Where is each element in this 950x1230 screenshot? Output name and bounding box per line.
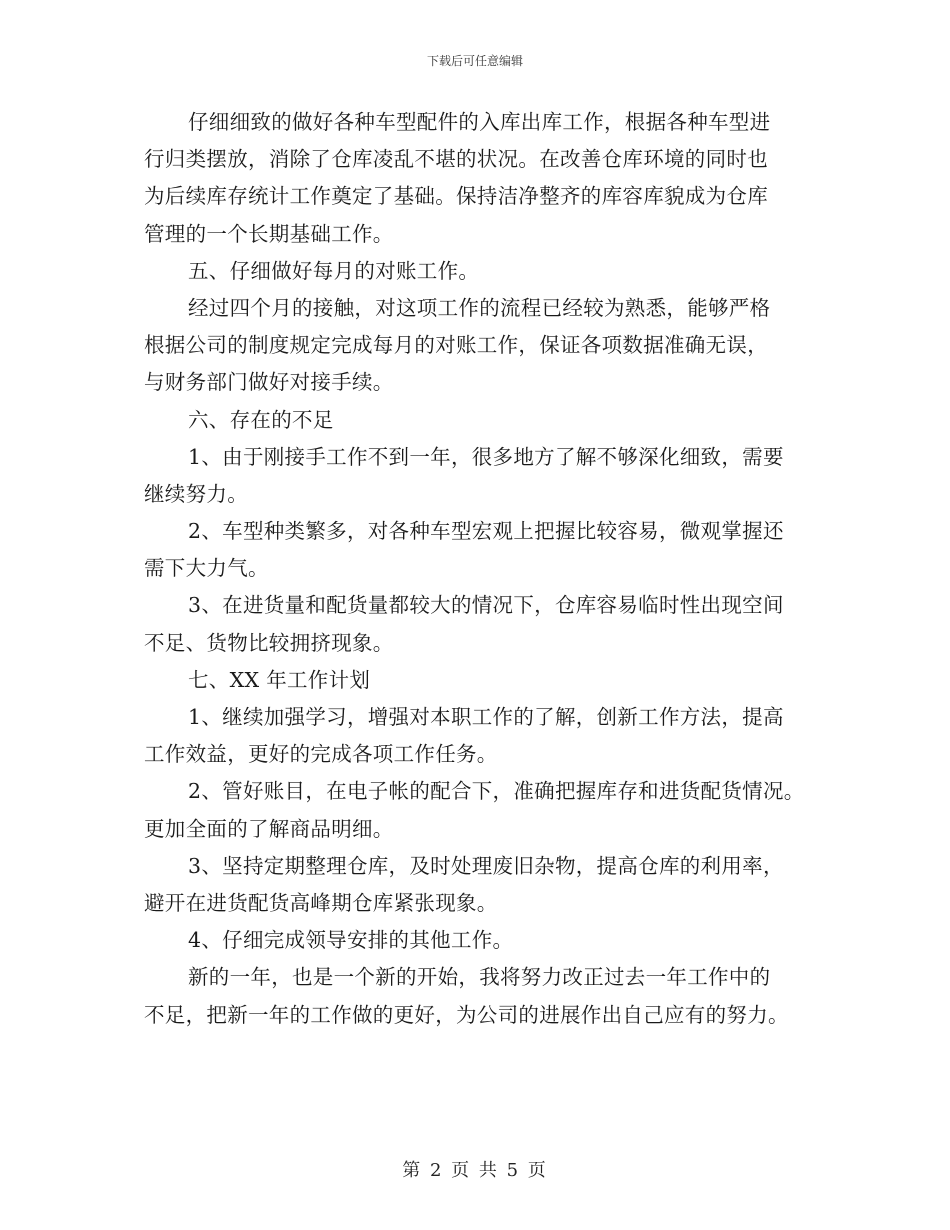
text-line: 七、XX 年工作计划: [188, 667, 371, 692]
text-line: 不足、货物比较拥挤现象。: [144, 630, 394, 655]
text-line: 4、仔细完成领导安排的其他工作。: [188, 928, 514, 953]
text-line: 更加全面的了解商品明细。: [144, 816, 394, 841]
page-header: 下载后可任意编辑: [426, 54, 523, 68]
text-line: 2、车型种类繁多，对各种车型宏观上把握比较容易，微观掌握还: [188, 519, 784, 544]
text-line: 与财务部门做好对接手续。: [144, 370, 394, 395]
document-body: [144, 104, 824, 1034]
text-line: 3、坚持定期整理仓库，及时处理废旧杂物，提高仓库的利用率，: [188, 853, 784, 878]
text-line: 行归类摆放，消除了仓库凌乱不堪的状况。在改善仓库环境的同时也: [144, 147, 768, 172]
text-line: 五、仔细做好每月的对账工作。: [188, 258, 480, 283]
text-line: 避开在进货配货高峰期仓库紧张现象。: [144, 890, 498, 915]
text-line: 不足，把新一年的工作做的更好，为公司的进展作出自己应有的努力。: [144, 1002, 789, 1027]
text-line: 3、在进货量和配货量都较大的情况下，仓库容易临时性出现空间: [188, 593, 784, 618]
text-line: 仔细细致的做好各种车型配件的入库出库工作，根据各种车型进: [188, 110, 771, 134]
text-line: 工作效益，更好的完成各项工作任务。: [144, 742, 498, 767]
text-line: 需下大力气。: [144, 556, 269, 581]
text-line: 管理的一个长期基础工作。: [144, 221, 394, 246]
text-line: 1、继续加强学习，增强对本职工作的了解，创新工作方法，提高: [188, 705, 784, 729]
text-line: 为后续库存统计工作奠定了基础。保持洁净整齐的库容库貌成为仓库: [144, 184, 768, 209]
text-line: 1、由于刚接手工作不到一年，很多地方了解不够深化细致，需要: [188, 444, 784, 469]
text-line: 经过四个月的接触，对这项工作的流程已经较为熟悉，能够严格: [188, 295, 771, 320]
page-footer: 第 2 页 共 5 页: [402, 1160, 548, 1181]
text-line: 根据公司的制度规定完成每月的对账工作，保证各项数据准确无误，: [144, 333, 768, 358]
text-line: 新的一年，也是一个新的开始，我将努力改正过去一年工作中的: [188, 965, 771, 990]
text-line: 2、管好账目，在电子帐的配合下，准确把握库存和进货配货情况。: [188, 779, 805, 804]
text-line: 六、存在的不足: [188, 407, 334, 432]
text-line: 继续努力。: [144, 481, 248, 506]
